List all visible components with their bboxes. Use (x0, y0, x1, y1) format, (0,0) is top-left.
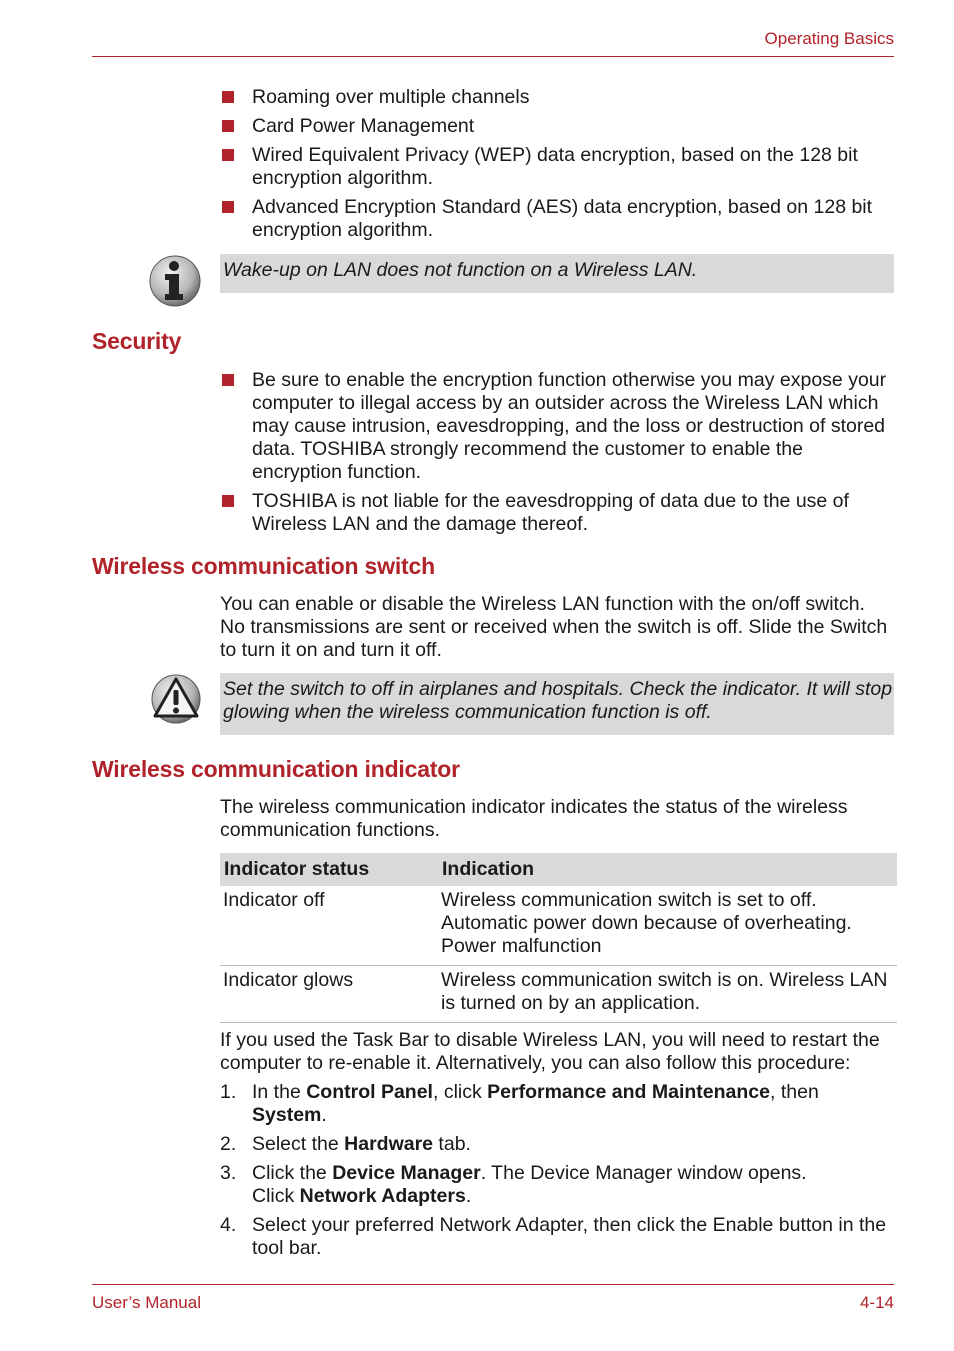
table-row (220, 966, 897, 1023)
running-header: Operating Basics (764, 29, 894, 48)
bullet-square-icon (222, 201, 234, 213)
page-number: 4-14 (859, 1293, 894, 1312)
caution-note: Set the switch to off in airplanes and hospitals. Check the indicator. It will stop glowing when the wireless communication function is off. (220, 673, 894, 735)
bullet-square-icon (222, 91, 234, 103)
bullet-square-icon (222, 149, 234, 161)
bullet-square-icon (222, 495, 234, 507)
features-list (220, 86, 894, 248)
list-item: Advanced Encryption Standard (AES) data encryption, based on 128 bit encryption algorithm. (220, 196, 894, 242)
list-item: TOSHIBA is not liable for the eavesdropping of data due to the use of Wireless LAN and the damage thereof. (220, 490, 894, 536)
list-item: 4. Select your preferred Network Adapter, then click the Enable button in the tool bar. (220, 1214, 887, 1259)
procedure-intro: If you used the Task Bar to disable Wireless LAN, you will need to restart the computer to re-enable it. Alternatively, you can also follow this procedure: (220, 1029, 880, 1074)
list-item: 2. Select the Hardware tab. (220, 1133, 471, 1155)
table-cell: Indicator off (220, 886, 438, 966)
table-header-cell: Indicator status (220, 853, 438, 886)
bullet-square-icon (222, 120, 234, 132)
info-note: Wake-up on LAN does not function on a Wireless LAN. (220, 254, 894, 293)
section-heading-indicator: Wireless communication indicator (92, 756, 460, 782)
procedure-steps (220, 1081, 894, 1266)
footer-rule (92, 1284, 894, 1285)
table-header-cell: Indication (438, 853, 897, 886)
caution-icon (150, 673, 202, 725)
section-heading-security: Security (92, 328, 182, 354)
table-header-row (220, 853, 897, 886)
security-list (220, 369, 894, 542)
section-heading-switch: Wireless communication switch (92, 553, 435, 579)
header-rule (92, 56, 894, 57)
switch-paragraph: You can enable or disable the Wireless LAN function with the on/off switch. No transmissions are sent or received when the switch is off. Slide the Switch to turn it on and turn it off. (220, 593, 888, 661)
table-row (220, 886, 897, 966)
list-item: 1. In the Control Panel, click Performance and Maintenance, then System. (220, 1081, 819, 1126)
indicator-paragraph: The wireless communication indicator indicates the status of the wireless communication functions. (220, 796, 848, 841)
list-item: Roaming over multiple channels (220, 86, 894, 109)
table-cell: Indicator glows (220, 966, 438, 1023)
list-item: 3. Click the Device Manager. The Device Manager window opens. Click Network Adapters. (220, 1162, 807, 1207)
info-icon (148, 254, 202, 308)
table-cell: Wireless communication switch is on. Wireless LAN is turned on by an application. (438, 966, 897, 1023)
list-item: Wired Equivalent Privacy (WEP) data encryption, based on the 128 bit encryption algorithm. (220, 144, 894, 190)
list-item: Be sure to enable the encryption function otherwise you may expose your computer to illegal access by an outsider across the Wireless LAN which may cause intrusion, eavesdropping, and the loss or destruction of stored data. TOSHIBA strongly recommend the customer to enable the encryption function. (220, 369, 894, 484)
indicator-table (220, 853, 897, 1023)
bullet-square-icon (222, 374, 234, 386)
list-item: Card Power Management (220, 115, 894, 138)
table-cell: Wireless communication switch is set to off. Automatic power down because of overheating. Power malfunction (438, 886, 897, 966)
footer-manual-title: User’s Manual (92, 1293, 201, 1312)
